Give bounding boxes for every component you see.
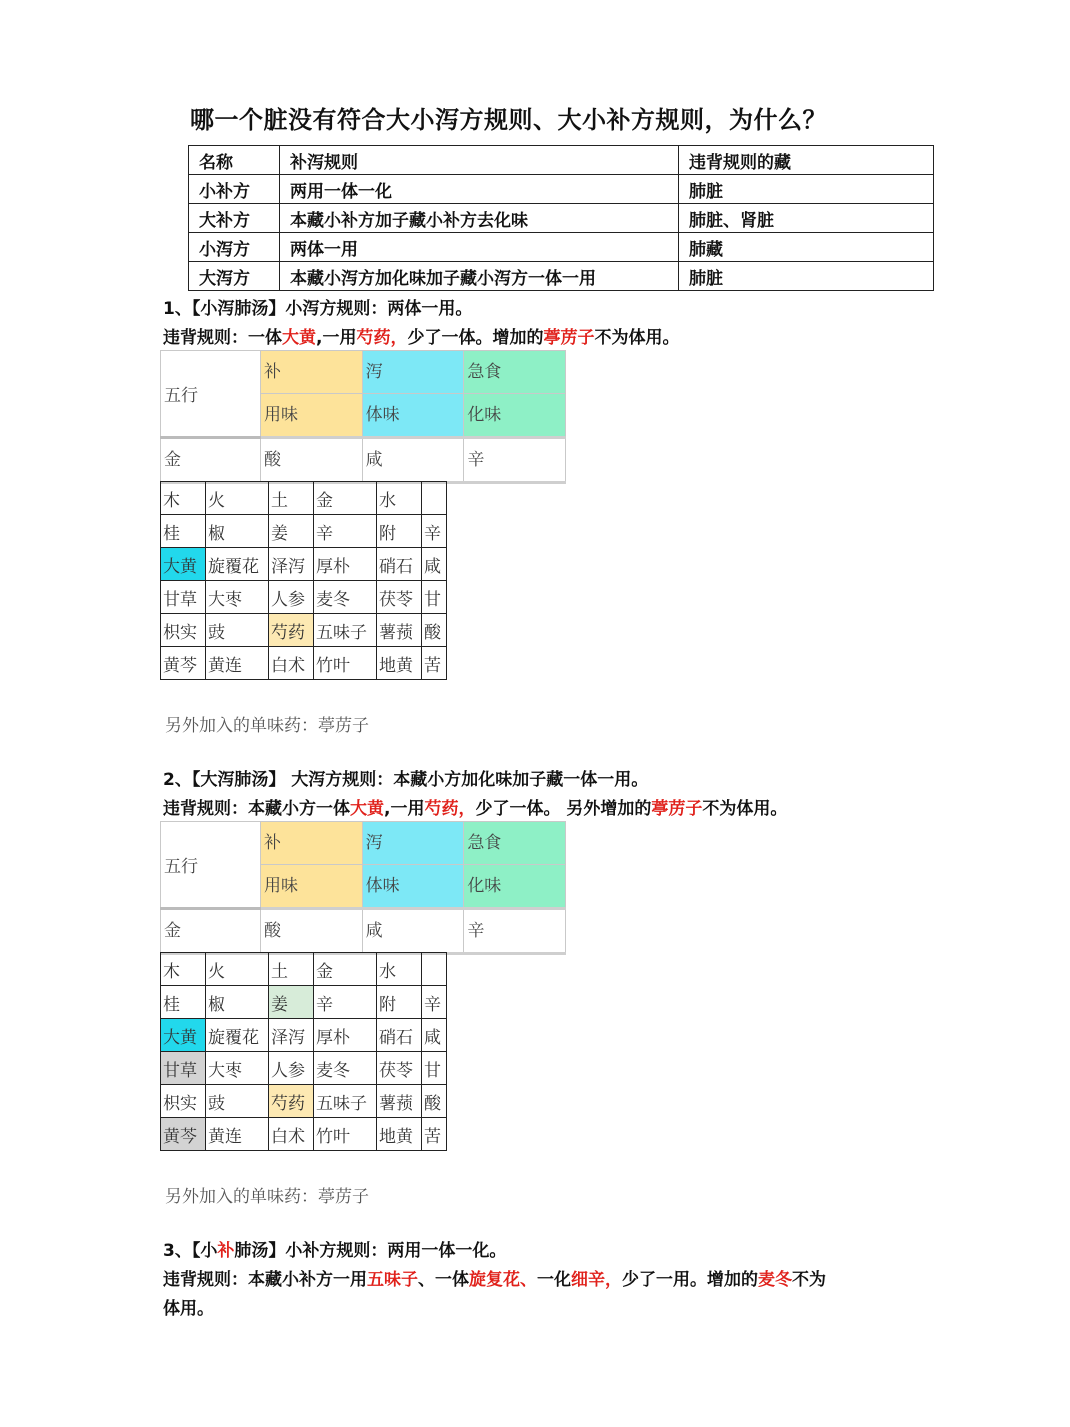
table-row	[189, 233, 934, 262]
grid-cell: 白术	[269, 647, 314, 680]
wuxing-cell: 用味	[261, 394, 363, 438]
wuxing-cell: 用味	[261, 865, 363, 909]
section2-violation	[163, 794, 787, 819]
violation-text: 不为体用。	[702, 799, 788, 819]
violation-text: 一化	[537, 1270, 571, 1290]
herb-highlight: 五味子	[367, 1270, 418, 1290]
grid-cell: 枳实	[161, 614, 206, 647]
section1-violation	[163, 323, 679, 348]
herb-highlight: 芍药，	[356, 328, 408, 348]
grid-cell: 土	[269, 482, 314, 515]
wuxing-cell: 化味	[464, 394, 566, 438]
grid-cell: 地黄	[377, 1118, 422, 1151]
grid-cell: 白术	[269, 1118, 314, 1151]
grid-cell: 姜	[269, 515, 314, 548]
grid-cell	[422, 953, 447, 986]
grid-cell: 豉	[206, 1085, 269, 1118]
table-header-row	[189, 146, 934, 175]
wuxing-label: 五行	[161, 351, 261, 438]
table-row	[189, 204, 934, 233]
section3-violation-continued: 体用。	[163, 1299, 214, 1319]
grid-cell: 辛	[314, 515, 377, 548]
wuxing-cell: 辛	[464, 438, 566, 483]
wuxing-cell: 化味	[464, 865, 566, 909]
grid-cell: 桂	[161, 986, 206, 1019]
herb-highlight: 葶苈子	[543, 328, 595, 348]
grid-cell: 土	[269, 953, 314, 986]
violation-text: 不为	[792, 1270, 826, 1290]
grid-cell: 大黄	[161, 548, 206, 581]
extra-herb-note: 另外加入的单味药：葶苈子	[165, 1187, 369, 1207]
section2-heading: 2、【大泻肺汤】 大泻方规则：本藏小方加化味加子藏一体一用。	[163, 770, 649, 790]
wuxing-cell: 咸	[362, 909, 464, 954]
grid-cell: 薯蓣	[377, 1085, 422, 1118]
wuxing-cell: 金	[161, 438, 261, 483]
herb-highlight: 大黄	[282, 328, 316, 348]
rules-table	[188, 145, 934, 291]
grid-cell: 金	[314, 953, 377, 986]
wuxing-cell: 补	[261, 351, 363, 394]
header-cell: 补泻规则	[280, 146, 679, 175]
grid-cell: 豉	[206, 614, 269, 647]
herb-grid	[160, 952, 447, 1151]
grid-cell: 甘	[422, 1052, 447, 1085]
grid-cell: 火	[206, 953, 269, 986]
grid-cell: 黄芩	[161, 1118, 206, 1151]
grid-cell: 硝石	[377, 1019, 422, 1052]
wuxing-cell: 急食	[464, 351, 566, 394]
grid-cell: 大黄	[161, 1019, 206, 1052]
table-cell: 肺藏	[679, 233, 934, 262]
table-cell: 肺脏	[679, 175, 934, 204]
grid-cell: 椒	[206, 986, 269, 1019]
violation-text: 、一体	[418, 1270, 469, 1290]
wuxing-table	[160, 821, 566, 955]
section3-heading	[163, 1236, 506, 1261]
wuxing-cell: 泻	[362, 351, 464, 394]
grid-cell: 苦	[422, 1118, 447, 1151]
table-cell: 两体一用	[280, 233, 679, 262]
grid-cell: 咸	[422, 1019, 447, 1052]
violation-text: ,一用	[384, 799, 425, 819]
wuxing-cell: 急食	[464, 822, 566, 865]
grid-cell: 竹叶	[314, 1118, 377, 1151]
grid-cell: 辛	[314, 986, 377, 1019]
header-cell: 名称	[189, 146, 280, 175]
table-cell: 大补方	[189, 204, 280, 233]
grid-cell: 五味子	[314, 1085, 377, 1118]
grid-cell: 甘	[422, 581, 447, 614]
herb-highlight: 旋复花、	[469, 1270, 537, 1290]
grid-cell: 地黄	[377, 647, 422, 680]
grid-cell: 旋覆花	[206, 1019, 269, 1052]
grid-cell: 硝石	[377, 548, 422, 581]
violation-text: 少了一体。 另外增加的	[475, 799, 652, 819]
wuxing-label: 五行	[161, 822, 261, 909]
wuxing-table	[160, 350, 566, 484]
grid-cell: 大枣	[206, 1052, 269, 1085]
grid-cell: 茯苓	[377, 1052, 422, 1085]
grid-cell: 姜	[269, 986, 314, 1019]
grid-cell: 椒	[206, 515, 269, 548]
section1-heading: 1、【小泻肺汤】小泻方规则：两体一用。	[163, 299, 473, 319]
herb-highlight: 芍药，	[424, 799, 476, 819]
grid-cell: 麦冬	[314, 1052, 377, 1085]
extra-herb-note: 另外加入的单味药：葶苈子	[165, 716, 369, 736]
violation-text: 违背规则：本藏小方一体	[163, 799, 350, 819]
grid-cell: 辛	[422, 515, 447, 548]
grid-cell: 水	[377, 953, 422, 986]
violation-text: 违背规则：一体	[163, 328, 282, 348]
grid-cell: 人参	[269, 1052, 314, 1085]
table-row	[189, 175, 934, 204]
wuxing-cell: 泻	[362, 822, 464, 865]
grid-cell: 附	[377, 515, 422, 548]
grid-cell: 五味子	[314, 614, 377, 647]
wuxing-cell: 酸	[261, 438, 363, 483]
grid-cell: 金	[314, 482, 377, 515]
table-cell: 两用一体一化	[280, 175, 679, 204]
herb-highlight: 葶苈子	[651, 799, 703, 819]
violation-text: ,一用	[316, 328, 357, 348]
grid-cell	[422, 482, 447, 515]
table-cell: 大泻方	[189, 262, 280, 291]
violation-text: 不为体用。	[594, 328, 680, 348]
grid-cell: 泽泻	[269, 1019, 314, 1052]
grid-cell: 厚朴	[314, 1019, 377, 1052]
heading-text: 3、【小	[163, 1241, 218, 1261]
grid-cell: 厚朴	[314, 548, 377, 581]
grid-cell: 枳实	[161, 1085, 206, 1118]
grid-cell: 芍药	[269, 614, 314, 647]
violation-text: 少了一用。增加的	[622, 1270, 758, 1290]
table-cell: 小泻方	[189, 233, 280, 262]
table-row	[189, 262, 934, 291]
grid-cell: 酸	[422, 614, 447, 647]
violation-text: 少了一体。增加的	[407, 328, 544, 348]
wuxing-cell: 辛	[464, 909, 566, 954]
herb-highlight: 大黄	[350, 799, 384, 819]
header-cell: 违背规则的藏	[679, 146, 934, 175]
grid-cell: 甘草	[161, 1052, 206, 1085]
grid-cell: 咸	[422, 548, 447, 581]
wuxing-cell: 体味	[362, 865, 464, 909]
grid-cell: 苦	[422, 647, 447, 680]
grid-cell: 黄连	[206, 647, 269, 680]
grid-cell: 竹叶	[314, 647, 377, 680]
grid-cell: 木	[161, 953, 206, 986]
violation-text: 违背规则：本藏小补方一用	[163, 1270, 367, 1290]
grid-cell: 麦冬	[314, 581, 377, 614]
grid-cell: 辛	[422, 986, 447, 1019]
grid-cell: 人参	[269, 581, 314, 614]
wuxing-cell: 金	[161, 909, 261, 954]
grid-cell: 酸	[422, 1085, 447, 1118]
grid-cell: 黄连	[206, 1118, 269, 1151]
section3-violation	[163, 1265, 826, 1290]
heading-highlight: 补	[217, 1241, 235, 1261]
herb-grid	[160, 481, 447, 680]
grid-cell: 薯蓣	[377, 614, 422, 647]
grid-cell: 木	[161, 482, 206, 515]
grid-cell: 大枣	[206, 581, 269, 614]
wuxing-cell: 补	[261, 822, 363, 865]
heading-text: 肺汤】小补方规则：两用一体一化。	[234, 1241, 507, 1261]
grid-cell: 火	[206, 482, 269, 515]
table-cell: 肺脏、肾脏	[679, 204, 934, 233]
wuxing-cell: 咸	[362, 438, 464, 483]
grid-cell: 黄芩	[161, 647, 206, 680]
page-title: 哪一个脏没有符合大小泻方规则、大小补方规则，为什么？	[190, 106, 827, 134]
grid-cell: 甘草	[161, 581, 206, 614]
table-cell: 小补方	[189, 175, 280, 204]
grid-cell: 桂	[161, 515, 206, 548]
wuxing-cell: 体味	[362, 394, 464, 438]
wuxing-cell: 酸	[261, 909, 363, 954]
table-cell: 本藏小泻方加化味加子藏小泻方一体一用	[280, 262, 679, 291]
table-cell: 本藏小补方加子藏小补方去化味	[280, 204, 679, 233]
grid-cell: 附	[377, 986, 422, 1019]
grid-cell: 旋覆花	[206, 548, 269, 581]
grid-cell: 水	[377, 482, 422, 515]
grid-cell: 芍药	[269, 1085, 314, 1118]
grid-cell: 泽泻	[269, 548, 314, 581]
herb-highlight: 麦冬	[758, 1270, 792, 1290]
table-cell: 肺脏	[679, 262, 934, 291]
grid-cell: 茯苓	[377, 581, 422, 614]
herb-highlight: 细辛，	[571, 1270, 622, 1290]
